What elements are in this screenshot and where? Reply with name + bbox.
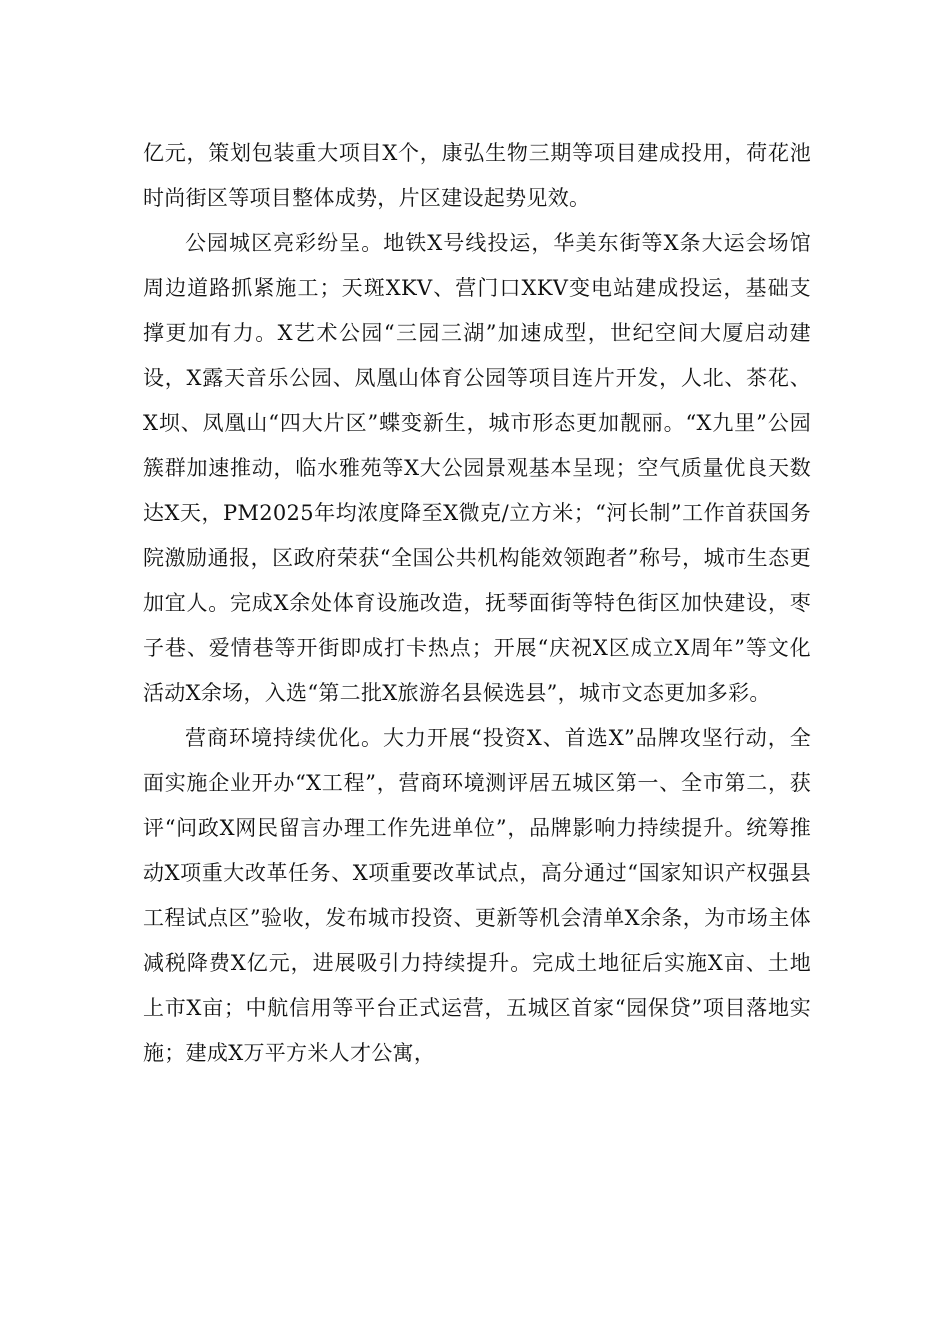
document-body bbox=[143, 131, 811, 1076]
paragraph-3: 营商环境持续优化。大力开展“投资X、首选X”品牌攻坚行动，全面实施企业开办“X工程”，营商环境测评居五城区第一、全市第二，获评“问政X网民留言办理工作先进单位”，品牌影响力持续提升。统筹推动X项重大改革任务、X项重要改革试点，高分通过“国家知识产权强县工程试点区”验收，发布城市投资、更新等机会清单X余条，为市场主体减税降费X亿元，进展吸引力持续提升。完成土地征后实施X亩、土地上市X亩；中航信用等平台正式运营，五城区首家“园保贷”项目落地实施；建成X万平方米人才公寓， bbox=[143, 726, 811, 1065]
paragraph-1: 亿元，策划包装重大项目X个，康弘生物三期等项目建成投用，荷花池时尚街区等项目整体成势，片区建设起势见效。 bbox=[143, 141, 811, 210]
paragraph-2: 公园城区亮彩纷呈。地铁X号线投运，华美东街等X条大运会场馆周边道路抓紧施工；天斑XKV、营门口XKV变电站建成投运，基础支撑更加有力。X艺术公园“三园三湖”加速成型，世纪空间大厦启动建设，X露天音乐公园、凤凰山体育公园等项目连片开发，人北、茶花、X坝、凤凰山“四大片区”蝶变新生，城市形态更加靓丽。“X九里”公园簇群加速推动，临水雅苑等X大公园景观基本呈现；空气质量优良天数达X天，PM2025年均浓度降至X微克/立方米；“河长制”工作首获国务院激励通报，区政府荣获“全国公共机构能效领跑者”称号，城市生态更加宜人。完成X余处体育设施改造，抚琴面街等特色街区加快建设，枣子巷、爱情巷等开街即成打卡热点；开展“庆祝X区成立X周年”等文化活动X余场，入选“第二批X旅游名县候选县”，城市文态更加多彩。 bbox=[143, 231, 811, 705]
